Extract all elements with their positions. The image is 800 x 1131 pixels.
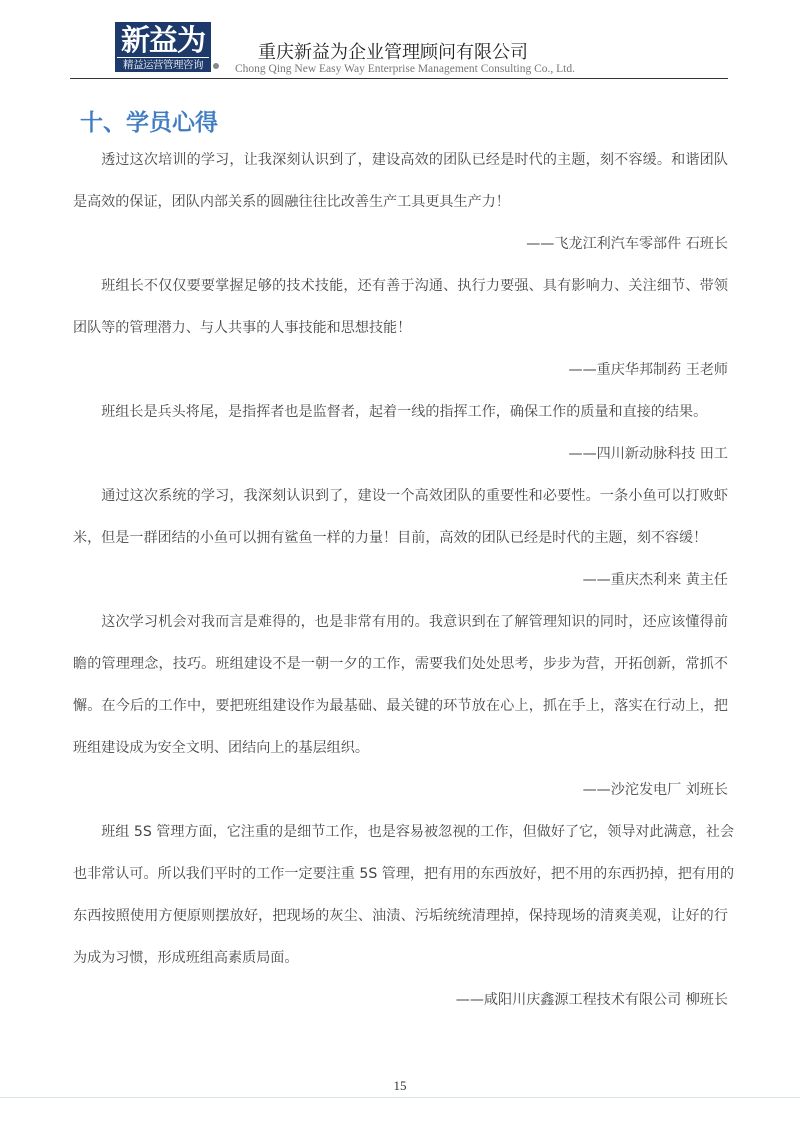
section-title: 十、学员心得 [80,110,218,136]
footer-divider [0,1097,800,1098]
attribution: ——咸阳川庆鑫源工程技术有限公司 柳班长 [455,992,728,1008]
paragraph-line: 通过这次系统的学习，我深刻认识到了，建设一个高效团队的重要性和必要性。一条小鱼可以打败虾 [101,488,728,504]
logo-sub-text: 精益运营管理咨询 [117,57,209,72]
paragraph-line: 是高效的保证，团队内部关系的圆融往往比改善生产工具更具生产力！ [73,194,510,210]
testimonial [73,401,728,485]
attribution: ——飞龙江利汽车零部件 石班长 [526,236,728,252]
paragraph-line: 班组 5S 管理方面，它注重的是细节工作，也是容易被忽视的工作，但做好了它，领导对此满意，社会 [101,824,735,840]
company-name-cn: 重庆新益为企业管理顾问有限公司 [258,42,528,63]
paragraph-line: 班组长是兵头将尾，是指挥者也是监督者，起着一线的指挥工作，确保工作的质量和直接的结果。 [101,404,708,420]
page-number: 15 [393,1078,407,1093]
testimonial [73,149,728,275]
testimonials [73,149,735,1031]
attribution: ——沙沱发电厂 刘班长 [582,782,728,798]
testimonial [73,821,735,1031]
paragraph-line: 懈。在今后的工作中，要把班组建设作为最基础、最关键的环节放在心上，抓在手上，落实在行动上，把 [73,698,728,714]
paragraph-line: 也非常认可。所以我们平时的工作一定要注重 5S 管理，把有用的东西放好，把不用的东西扔掉，把有用的 [73,866,735,882]
attribution: ——四川新动脉科技 田工 [568,446,728,462]
logo-dot [213,63,219,69]
paragraph-line: 这次学习机会对我而言是难得的，也是非常有用的。我意识到在了解管理知识的同时，还应该懂得前 [101,614,728,630]
paragraph-line: 透过这次培训的学习，让我深刻认识到了，建设高效的团队已经是时代的主题，刻不容缓。和谐团队 [101,152,728,168]
testimonial [73,275,728,401]
paragraph-line: 东西按照使用方便原则摆放好，把现场的灰尘、油渍、污垢统统清理掉，保持现场的清爽美观，让好的行 [73,908,728,924]
testimonial [73,485,728,611]
paragraph-line: 班组长不仅仅要要掌握足够的技术技能，还有善于沟通、执行力要强、具有影响力、关注细节、带领 [101,278,728,294]
company-name-en: Chong Qing New Easy Way Enterprise Management Consulting Co., Ltd. [235,63,575,75]
paragraph-line: 瞻的管理理念，技巧。班组建设不是一朝一夕的工作，需要我们处处思考，步步为营，开拓创新，常抓不 [73,656,728,672]
paragraph-line: 为成为习惯，形成班组高素质局面。 [73,950,299,966]
paragraph-line: 团队等的管理潜力、与人共事的人事技能和思想技能！ [73,320,412,336]
company-logo [115,22,211,72]
testimonial [73,611,728,821]
attribution: ——重庆杰利来 黄主任 [582,572,728,588]
paragraph-line: 米，但是一群团结的小鱼可以拥有鲨鱼一样的力量！目前，高效的团队已经是时代的主题，刻不容缓！ [73,530,708,546]
logo-main-text: 新益为 [120,23,205,57]
header-divider [70,78,728,79]
attribution: ——重庆华邦制药 王老师 [568,362,728,378]
paragraph-line: 班组建设成为安全文明、团结向上的基层组织。 [73,740,369,756]
